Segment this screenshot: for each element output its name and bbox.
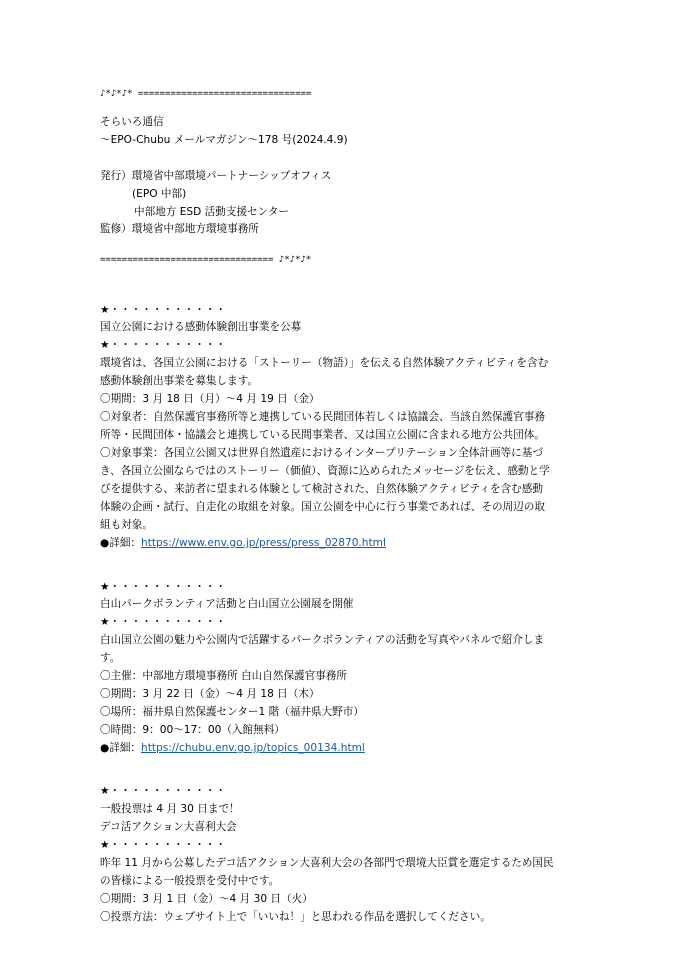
article-divider: ★・・・・・・・・・・・ [100,839,227,851]
publisher-line: 発行）環境省中部環境パートナーシップオフィス [100,170,332,182]
article-body-line: 〇投票方法：ウェブサイト上で「いいね！」と思われる作品を選択してください。 [100,911,491,923]
article-body-line: 感動体験創出事業を募集します。 [100,375,259,387]
article-body-line: 〇時間：9：00～17：00（入館無料） [100,724,285,736]
article-body-line: の皆様による一般投票を受付中です。 [100,875,280,887]
article-body-line: 〇期間：3 月 18 日（月）～4 月 19 日（金） [100,393,320,405]
article-title: 一般投票は 4 月 30 日まで！ [100,803,240,815]
article-title: デコ活アクション大喜利大会 [100,821,237,833]
article-body-line: す。 [100,652,121,664]
detail-row [100,741,600,755]
article-body-line: びを提供する、来訪者に望まれる体験として検討された、自然体験アクティビティを含む感動 [100,483,543,495]
article-body-line: 組も対象。 [100,519,153,531]
article-body-line: 体験の企画・試行、自走化の取組を対象。国立公園を中心に行う事業であれば、その周辺の取 [100,501,545,513]
article-body-line: 昨年 11 月から公募したデコ活アクション大喜利大会の各部門で環境大臣賞を選定するため国民 [100,857,554,869]
article-divider: ★・・・・・・・・・・・ [100,616,227,628]
article-divider: ★・・・・・・・・・・・ [100,785,227,797]
article-body-line: 〇主催：中部地方環境事務所 白山自然保護官事務所 [100,670,348,682]
publisher-line: (EPO 中部) [132,188,187,200]
article-body-line: 環境省は、各国立公園における「ストーリー（物語）」を伝える自然体験アクティビティを含む [100,357,549,369]
article-body-line: 〇期間：3 月 22 日（金）～4 月 18 日（木） [100,688,320,700]
article-body-line: 〇対象者：自然保護官事務所等と連携している民間団体若しくは協議会、当該自然保護官事務 [100,411,545,423]
header-separator-top: ♪*♪*♪* ================================ [100,89,312,99]
publisher-line: 中部地方 ESD 活動支援センター [134,206,290,218]
article-body-line: 〇場所：福井県自然保護センター1 階（福井県大野市） [100,706,364,718]
article-divider: ★・・・・・・・・・・・ [100,304,227,316]
newsletter-subtitle: ～EPO-Chubu メールマガジン～178 号(2024.4.9) [100,134,348,146]
detail-link[interactable]: https://chubu.env.go.jp/topics_00134.html [141,742,365,754]
detail-row [100,536,600,550]
article-divider: ★・・・・・・・・・・・ [100,339,227,351]
article-title: 白山パークボランティア活動と白山国立公園展を開催 [100,598,354,610]
article-body-line: 白山国立公園の魅力や公園内で活躍するパークボランティアの活動を写真やパネルで紹介しま [100,634,545,646]
article-body-line: き、各国立公園ならではのストーリー（価値）、資源に込められたメッセージを伝え、感動と学 [100,465,550,477]
supervisor-line: 監修）環境省中部地方環境事務所 [100,223,259,235]
detail-label: ●詳細： [100,537,142,549]
detail-link[interactable]: https://www.env.go.jp/press/press_02870.html [141,537,386,549]
detail-label: ●詳細： [100,742,142,754]
article-body-line: 〇対象事業：各国立公園又は世界自然遺産におけるインタープリテーション全体計画等に基づ [100,447,543,459]
newsletter-title: そらいろ通信 [100,116,164,128]
article-body-line: 〇期間：3 月 1 日（金）～4 月 30 日（火） [100,893,313,905]
article-title: 国立公園における感動体験創出事業を公募 [100,321,302,333]
header-separator-bottom: ================================ ♪*♪*♪* [100,255,312,265]
article-divider: ★・・・・・・・・・・・ [100,581,227,593]
article-body-line: 所等・民間団体・協議会と連携している民間事業者、又は国立公園に含まれる地方公共団体。 [100,429,545,441]
